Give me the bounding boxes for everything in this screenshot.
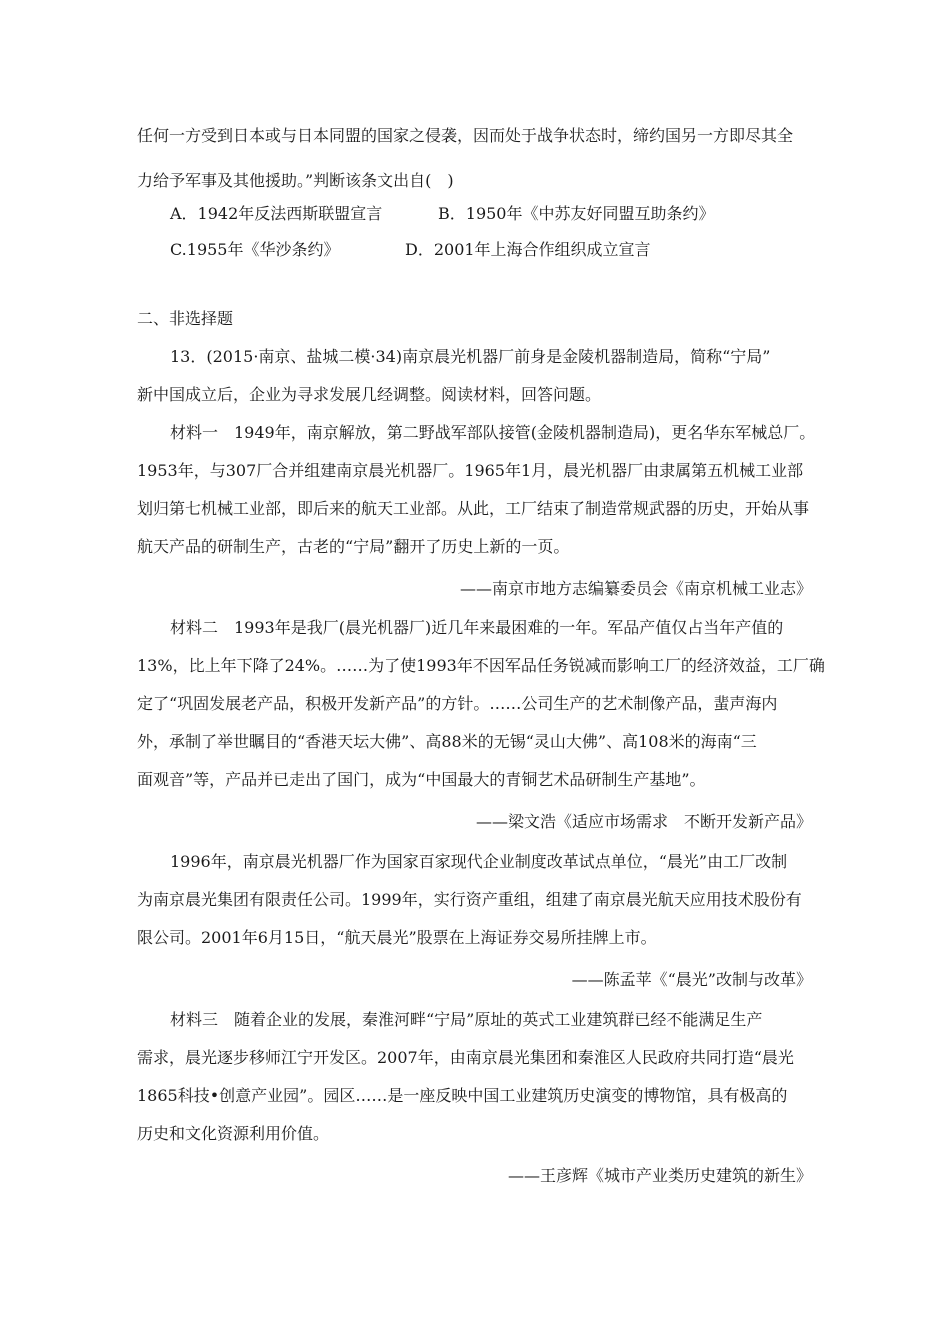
section-title: 二、非选择题 xyxy=(137,309,234,328)
q12-option-b: B．1950年《中苏友好同盟互助条约》 xyxy=(438,204,715,223)
material2-para2-line-3: 限公司。2001年6月15日，“航天晨光”股票在上海证券交易所挂牌上市。 xyxy=(137,928,657,947)
material2-line-1: 材料二 1993年是我厂(晨光机器厂)近几年来最困难的一年。军品产值仅占当年产值的 xyxy=(170,618,784,637)
material3-line-1: 材料三 随着企业的发展，秦淮河畔“宁局”原址的英式工业建筑群已经不能满足生产 xyxy=(170,1010,763,1029)
q12-text-line-1: 任何一方受到日本或与日本同盟的国家之侵袭，因而处于战争状态时，缔约国另一方即尽其全 xyxy=(137,126,794,145)
material2-source: ——梁文浩《适应市场需求 不断开发新产品》 xyxy=(475,812,812,831)
material3-line-4: 历史和文化资源利用价值。 xyxy=(137,1124,330,1143)
material2-line-3: 定了“巩固发展老产品，积极开发新产品”的方针。……公司生产的艺术制像产品，蜚声海内 xyxy=(137,694,778,713)
material1-line-2: 1953年，与307厂合并组建南京晨光机器厂。1965年1月，晨光机器厂由隶属第五机械工业部 xyxy=(137,461,804,480)
material3-line-3: 1865科技•创意产业园”。园区……是一座反映中国工业建筑历史演变的博物馆，具有极高的 xyxy=(137,1086,788,1105)
q13-intro-line-1: 13．(2015·南京、盐城二模·34)南京晨光机器厂前身是金陵机器制造局，简称“宁局” xyxy=(170,347,771,366)
material2-para2-source: ——陈孟苹《“晨光”改制与改革》 xyxy=(571,970,812,989)
material1-source: ——南京市地方志编纂委员会《南京机械工业志》 xyxy=(459,579,812,598)
material2-line-2: 13%，比上年下降了24%。……为了使1993年不因军品任务锐减而影响工厂的经济效益，工厂确 xyxy=(137,656,825,675)
material2-line-5: 面观音”等，产品并已走出了国门，成为“中国最大的青铜艺术品研制生产基地”。 xyxy=(137,770,706,789)
material1-line-4: 航天产品的研制生产，古老的“宁局”翻开了历史上新的一页。 xyxy=(137,537,570,556)
q12-option-a: A．1942年反法西斯联盟宣言 xyxy=(170,204,383,223)
material2-line-4: 外，承制了举世瞩目的“香港天坛大佛”、高88米的无锡“灵山大佛”、高108米的海南“三 xyxy=(137,732,757,751)
q12-option-d: D．2001年上海合作组织成立宣言 xyxy=(405,240,651,259)
material2-para2-line-1: 1996年，南京晨光机器厂作为国家百家现代企业制度改革试点单位，“晨光”由工厂改制 xyxy=(170,852,788,871)
material3-line-2: 需求，晨光逐步移师江宁开发区。2007年，由南京晨光集团和秦淮区人民政府共同打造“晨光 xyxy=(137,1048,794,1067)
material1-line-1: 材料一 1949年，南京解放，第二野战军部队接管(金陵机器制造局)，更名华东军械总厂。 xyxy=(170,423,816,442)
q13-intro-line-2: 新中国成立后，企业为寻求发展几经调整。阅读材料，回答问题。 xyxy=(137,385,602,404)
material2-para2-line-2: 为南京晨光集团有限责任公司。1999年，实行资产重组，组建了南京晨光航天应用技术股份有 xyxy=(137,890,802,909)
material1-line-3: 划归第七机械工业部，即后来的航天工业部。从此，工厂结束了制造常规武器的历史，开始从事 xyxy=(137,499,810,518)
q12-option-c: C.1955年《华沙条约》 xyxy=(170,240,340,259)
material3-source: ——王彦辉《城市产业类历史建筑的新生》 xyxy=(507,1166,812,1185)
q12-text-line-2: 力给予军事及其他援助。”判断该条文出自( ) xyxy=(137,171,454,190)
